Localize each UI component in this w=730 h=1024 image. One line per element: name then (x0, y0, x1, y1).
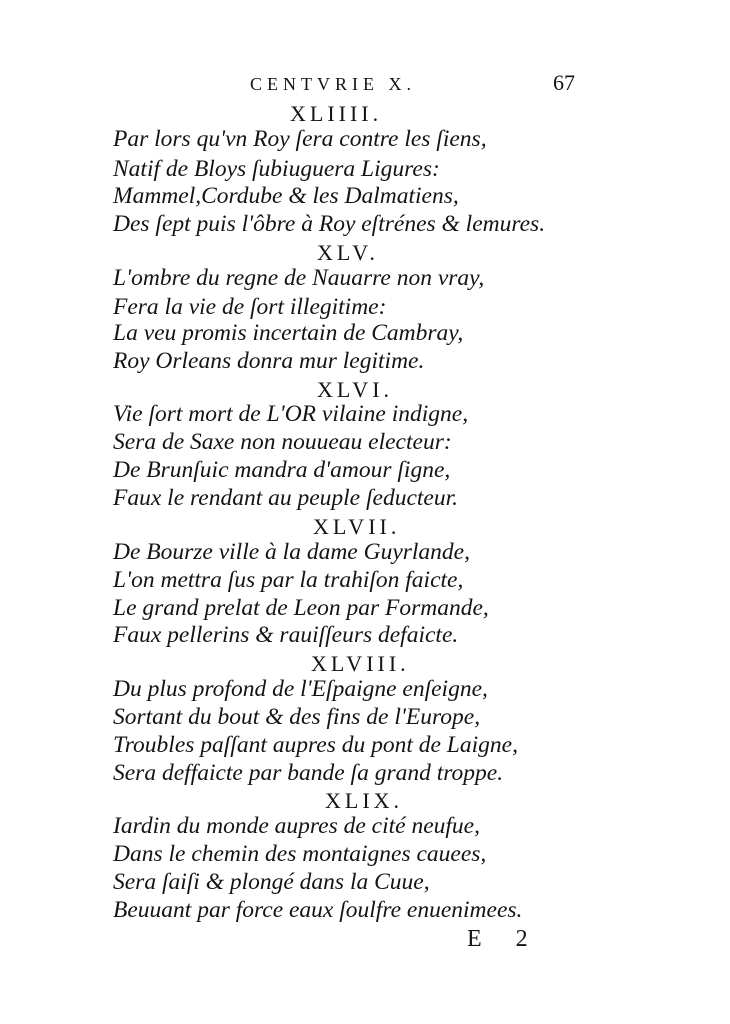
quatrain-number: XLV. (317, 240, 379, 265)
verse-line: Iardin du monde aupres de cité neufue, (113, 813, 480, 839)
page-number: 67 (553, 70, 575, 95)
signature-mark: E 2 (467, 926, 542, 952)
verse-line: Faux pellerins & rauiſſeurs defaicte. (113, 622, 459, 648)
quatrain-number: XLVII. (313, 514, 401, 539)
verse-line: Des ſept puis l'ôbre à Roy eſtrénes & lemures. (113, 211, 546, 237)
verse-line: L'on mettra ſus par la trahiſon faicte, (113, 567, 464, 593)
quatrain-number: XLIIII. (290, 101, 383, 126)
verse-line: Sera de Saxe non nouueau electeur: (113, 429, 452, 455)
verse-line: Sortant du bout & des fins de l'Europe, (113, 704, 481, 730)
verse-line: Dans le chemin des montaignes cauees, (113, 841, 487, 867)
verse-line: Faux le rendant au peuple ſeducteur. (113, 485, 459, 511)
quatrain-number: XLVIII. (311, 651, 410, 676)
verse-line: Vie ſort mort de L'OR vilaine indigne, (113, 401, 469, 427)
running-head: CENTVRIE X. (250, 74, 416, 94)
verse-line: De Brunſuic mandra d'amour ſigne, (113, 457, 451, 483)
verse-line: La veu promis incertain de Cambray, (113, 320, 464, 346)
verse-line: Roy Orleans donra mur legitime. (113, 348, 425, 374)
verse-line: Sera deffaicte par bande ſa grand troppe. (113, 760, 504, 786)
verse-line: Par lors qu'vn Roy ſera contre les ſiens, (113, 126, 487, 152)
verse-line: Beuuant par force eaux ſoulfre enuenimees. (113, 897, 523, 923)
verse-line: Sera ſaiſi & plongé dans la Cuue, (113, 869, 430, 895)
verse-line: Troubles paſſant aupres du pont de Laigne, (113, 732, 518, 758)
verse-line: Du plus profond de l'Eſpaigne enſeigne, (113, 676, 488, 702)
verse-line: Natif de Bloys ſubiuguera Ligures: (113, 156, 440, 182)
verse-line: Fera la vie de ſort illegitime: (113, 294, 387, 320)
quatrain-number: XLVI. (317, 377, 394, 402)
verse-line: De Bourze ville à la dame Guyrlande, (113, 539, 470, 565)
verse-line: L'ombre du regne de Nauarre non vray, (113, 265, 485, 291)
verse-line: Le grand prelat de Leon par Formande, (113, 595, 489, 621)
verse-line: Mammel,Cordube & les Dalmatiens, (113, 183, 459, 209)
quatrain-number: XLIX. (325, 788, 404, 813)
